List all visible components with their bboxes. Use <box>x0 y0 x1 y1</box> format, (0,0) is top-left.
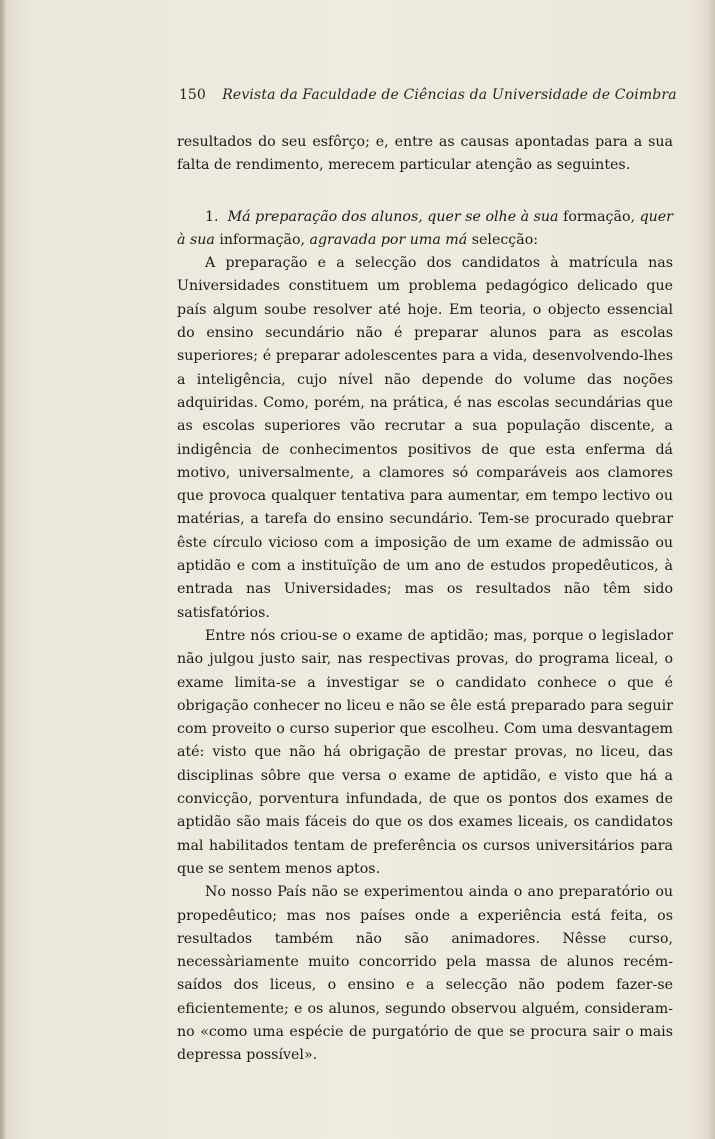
paragraph-selection: A preparação e a selecção dos candidatos à matrícula nas Universidades constituem um problema pedagógico delicado que país algum soube resolver até hoje. Em teoria, o objecto essencial do ensino secundário não é preparar alunos para as escolas superiores; é preparar adolescentes para a vida, desenvolvendo-lhes a inteligência, cujo nível não depende do volume das noções adquiridas. Como, porém, na prática, é nas escolas secundárias que as escolas superiores vão recrutar a sua população discente, a indigência de conhecimentos positivos de que esta enferma dá motivo, universalmente, a clamores só comparáveis aos clamores que provoca qualquer tentativa para aumentar, em tempo lectivo ou matérias, a tarefa do ensino secundário. Tem-se procurado quebrar êste círculo vicioso com a imposição de um exame de admissão ou aptidão e com a instituïção de um ano de estudos propedêuticos, à entrada nas Universidades; mas os resultados não têm sido satisfatórios. <box>177 255 673 621</box>
item-number: 1. <box>205 208 219 225</box>
intro-paragraph: resultados do seu esfôrço; e, entre as causas apontadas para a sua falta de rendimento, merecem particular atenção as seguintes. <box>177 134 673 174</box>
running-title: Revista da Faculdade de Ciências da Universidade de Coimbra <box>222 87 677 103</box>
page-number: 150 <box>179 87 206 103</box>
paragraph-preparatory-year: No nosso País não se experimentou ainda o ano preparatório ou propedêutico; mas nos países onde a experiência está feita, os resultados também não são animadores. Nêsse curso, necessàriamente muito concorrido pela massa de alunos recém-saídos dos liceus, o ensino e a selecção não podem fazer-se eficientemente; e os alunos, segundo observou alguém, consideram-no «como uma espécie de purgatório de que se procura sair o mais depressa possível». <box>177 884 673 1064</box>
numbered-item-1 <box>177 206 673 253</box>
item-italic-b: quer à sua <box>177 208 673 248</box>
running-header <box>179 87 677 103</box>
section-gap <box>177 178 673 206</box>
item-plain-a: formação, <box>563 208 636 225</box>
paragraph-aptitude-exam: Entre nós criou-se o exame de aptidão; mas, porque o legislador não julgou justo sair, nas respectivas provas, do programa liceal, o exame limita-se a investigar se o candidato conhece o que é obrigação conhecer no liceu e não se êle está preparado para seguir com proveito o curso superior que escolheu. Com uma desvantagem até: visto que não há obrigação de prestar provas, no liceu, das disciplinas sôbre que versa o exame de aptidão, e visto que há a convicção, porventura infundada, de que os pontos dos exames de aptidão são mais fáceis do que os dos exames liceais, os candidatos mal habilitados tentam de preferência os cursos universitários para que se sentem menos aptos. <box>177 627 673 877</box>
item-italic-c: agravada por uma má <box>309 231 468 248</box>
page-left-edge <box>0 0 6 1139</box>
item-plain-c: selecção: <box>471 231 539 248</box>
item-italic-a: Má preparação dos alunos, quer se olhe à sua <box>227 208 559 225</box>
item-plain-b: informação, <box>219 231 305 248</box>
article-body <box>177 131 673 1068</box>
page-right-edge <box>707 0 715 1139</box>
